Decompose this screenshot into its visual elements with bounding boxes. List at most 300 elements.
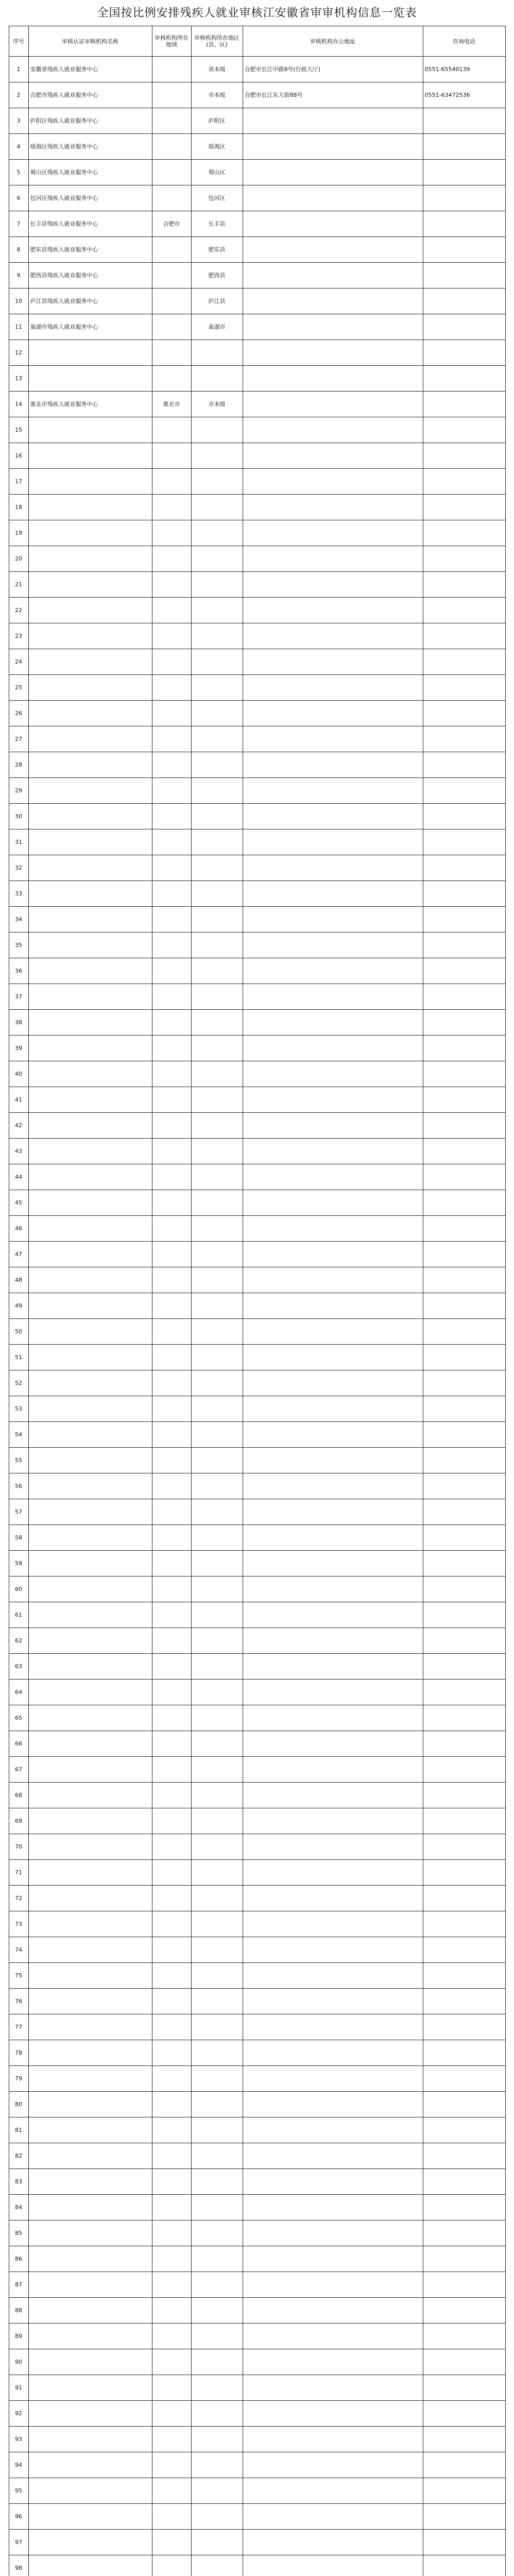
office-address [243,649,423,675]
county-name [191,1783,243,1808]
table-row [9,289,505,314]
table-row [9,1577,505,1602]
row-number: 22 [9,598,28,623]
county-name [191,2427,243,2452]
institution-name [28,933,152,958]
institution-name [28,1757,152,1783]
office-address [243,495,423,520]
city-name [152,2555,191,2576]
county-name [191,855,243,881]
city-name [152,2117,191,2143]
table-row [9,2555,505,2576]
contact-phone [423,2143,505,2169]
county-name [191,2117,243,2143]
office-address [243,289,423,314]
institution-name [28,1267,152,1293]
institution-name [28,520,152,546]
row-number: 40 [9,1061,28,1087]
row-number: 27 [9,726,28,752]
row-number: 55 [9,1448,28,1473]
city-name [152,2452,191,2478]
city-name [152,829,191,855]
city-name [152,1396,191,1422]
contact-phone [423,1010,505,1036]
row-number: 69 [9,1808,28,1834]
contact-phone [423,907,505,933]
city-name [152,2066,191,2092]
institution-name [28,1061,152,1087]
institution-name [28,2272,152,2298]
row-number: 12 [9,340,28,366]
table-row [9,1345,505,1370]
county-name [191,2066,243,2092]
table-row [9,2427,505,2452]
row-number: 95 [9,2478,28,2504]
city-name [152,2169,191,2195]
row-number: 38 [9,1010,28,1036]
office-address [243,2324,423,2349]
office-address [243,1886,423,1911]
table-row [9,2478,505,2504]
office-address [243,1242,423,1267]
contact-phone [423,314,505,340]
table-row [9,649,505,675]
table-row [9,2349,505,2375]
institution-name [28,1370,152,1396]
institution-name [28,1886,152,1911]
city-name [152,1190,191,1216]
city-name [152,417,191,443]
row-number: 86 [9,2246,28,2272]
institution-name [28,2117,152,2143]
city-name [152,1680,191,1705]
row-number: 21 [9,572,28,598]
table-row [9,2221,505,2246]
city-name [152,57,191,82]
table-row [9,2143,505,2169]
office-address [243,1705,423,1731]
office-address [243,2246,423,2272]
county-name [191,572,243,598]
row-number: 46 [9,1216,28,1242]
county-name [191,778,243,804]
city-name [152,237,191,263]
table-row [9,1602,505,1628]
county-name [191,1989,243,2014]
county-name [191,417,243,443]
office-address [243,520,423,546]
institution-name [28,623,152,649]
office-address [243,675,423,701]
row-number: 80 [9,2092,28,2117]
row-number: 26 [9,701,28,726]
office-address [243,237,423,263]
row-number: 51 [9,1345,28,1370]
row-number: 43 [9,1139,28,1164]
contact-phone [423,2169,505,2195]
row-number: 79 [9,2066,28,2092]
institution-name [28,1087,152,1113]
county-name [191,2298,243,2324]
city-name [152,675,191,701]
city-name [152,598,191,623]
header-city: 审核机构所在地域 [152,26,191,57]
table-row [9,314,505,340]
row-number: 41 [9,1087,28,1113]
office-address [243,1345,423,1370]
city-name [152,1602,191,1628]
county-name [191,1757,243,1783]
contact-phone [423,469,505,495]
table-row [9,1370,505,1396]
table-row [9,2452,505,2478]
row-number: 97 [9,2530,28,2555]
city-name [152,160,191,185]
row-number: 56 [9,1473,28,1499]
table-row [9,1989,505,2014]
office-address [243,1860,423,1886]
contact-phone [423,1499,505,1525]
city-name [152,2040,191,2066]
city-name [152,649,191,675]
row-number: 17 [9,469,28,495]
city-name [152,495,191,520]
contact-phone [423,1267,505,1293]
table-row [9,1654,505,1680]
contact-phone [423,1370,505,1396]
contact-phone [423,1061,505,1087]
table-row [9,855,505,881]
city-name [152,572,191,598]
contact-phone [423,2504,505,2530]
office-address [243,2195,423,2221]
city-name [152,623,191,649]
row-number: 70 [9,1834,28,1860]
table-row [9,1731,505,1757]
office-address [243,598,423,623]
county-name [191,2169,243,2195]
table-row [9,82,505,108]
contact-phone [423,1654,505,1680]
row-number: 63 [9,1654,28,1680]
county-name: 庐阳区 [191,108,243,134]
county-name [191,1216,243,1242]
contact-phone [423,2040,505,2066]
row-number: 90 [9,2349,28,2375]
contact-phone [423,2375,505,2401]
city-name [152,1422,191,1448]
table-row [9,2530,505,2555]
table-row [9,1911,505,1937]
row-number: 66 [9,1731,28,1757]
office-address [243,1757,423,1783]
institution-name [28,2555,152,2576]
city-name [152,881,191,907]
county-name [191,1473,243,1499]
county-name: 包河区 [191,185,243,211]
contact-phone [423,1345,505,1370]
office-address [243,855,423,881]
contact-phone [423,726,505,752]
office-address [243,1473,423,1499]
row-number: 62 [9,1628,28,1654]
header-no: 序号 [9,26,28,57]
row-number: 47 [9,1242,28,1267]
city-name [152,958,191,984]
table-row [9,57,505,82]
institution-name [28,1345,152,1370]
county-name [191,469,243,495]
row-number: 77 [9,2014,28,2040]
table-row [9,2117,505,2143]
county-name [191,933,243,958]
row-number: 13 [9,366,28,392]
table-row [9,701,505,726]
office-address [243,958,423,984]
county-name [191,623,243,649]
institution-name [28,417,152,443]
institution-name [28,2169,152,2195]
contact-phone [423,1628,505,1654]
county-name [191,1396,243,1422]
table-row [9,1216,505,1242]
contact-phone [423,1551,505,1577]
city-name [152,2504,191,2530]
office-address [243,1628,423,1654]
city-name [152,469,191,495]
contact-phone [423,1242,505,1267]
contact-phone [423,701,505,726]
row-number: 3 [9,108,28,134]
county-name [191,1937,243,1963]
county-name [191,1370,243,1396]
city-name [152,1757,191,1783]
office-address [243,1499,423,1525]
institution-name: 庐阳区残疾人就业服务中心 [28,108,152,134]
institution-name [28,1963,152,1989]
contact-phone [423,1448,505,1473]
county-name [191,2246,243,2272]
city-name [152,2478,191,2504]
office-address [243,907,423,933]
city-name [152,1164,191,1190]
city-name [152,1345,191,1370]
contact-phone [423,1783,505,1808]
table-row [9,2401,505,2427]
contact-phone [423,237,505,263]
county-name [191,366,243,392]
contact-phone [423,881,505,907]
office-address [243,2375,423,2401]
institution-name: 长丰县残疾人就业服务中心 [28,211,152,237]
city-name [152,108,191,134]
office-address [243,1267,423,1293]
county-name [191,958,243,984]
row-number: 4 [9,134,28,160]
table-row [9,2014,505,2040]
table-row [9,1036,505,1061]
institution-name [28,1396,152,1422]
city-name [152,82,191,108]
row-number: 82 [9,2143,28,2169]
institution-name [28,1010,152,1036]
contact-phone [423,2298,505,2324]
county-name [191,1010,243,1036]
table-row [9,1010,505,1036]
county-name [191,649,243,675]
contact-phone [423,2066,505,2092]
institution-name [28,546,152,572]
county-name [191,984,243,1010]
city-name [152,443,191,469]
table-row [9,1499,505,1525]
office-address [243,726,423,752]
institution-name: 肥西县残疾人就业服务中心 [28,263,152,289]
city-name [152,2143,191,2169]
county-name [191,1499,243,1525]
county-name: 肥东县 [191,237,243,263]
county-name [191,2195,243,2221]
city-name [152,1834,191,1860]
contact-phone [423,778,505,804]
city-name [152,314,191,340]
county-name [191,2092,243,2117]
table-row [9,1963,505,1989]
city-name: 合肥市 [152,211,191,237]
county-name: 蜀山区 [191,160,243,185]
county-name [191,2555,243,2576]
contact-phone [423,1757,505,1783]
office-address [243,1113,423,1139]
row-number: 15 [9,417,28,443]
contact-phone [423,1731,505,1757]
table-row [9,2195,505,2221]
contact-phone [423,211,505,237]
contact-phone [423,2221,505,2246]
office-address [243,417,423,443]
table-row [9,108,505,134]
institution-name: 淮北市残疾人就业服务中心 [28,392,152,417]
county-name [191,340,243,366]
institution-name [28,2427,152,2452]
row-number: 53 [9,1396,28,1422]
contact-phone [423,2195,505,2221]
county-name [191,1242,243,1267]
row-number: 76 [9,1989,28,2014]
table-row [9,1757,505,1783]
city-name [152,2375,191,2401]
city-name [152,2530,191,2555]
office-address [243,366,423,392]
institution-name [28,2530,152,2555]
county-name [191,675,243,701]
office-address [243,185,423,211]
row-number: 65 [9,1705,28,1731]
table-row [9,495,505,520]
city-name [152,1705,191,1731]
county-name [191,1139,243,1164]
table-row [9,1267,505,1293]
institution-name [28,1139,152,1164]
office-address [243,2478,423,2504]
county-name [191,1061,243,1087]
office-address [243,1525,423,1551]
institution-name [28,1525,152,1551]
county-name [191,2452,243,2478]
office-address [243,1293,423,1319]
office-address [243,2504,423,2530]
institution-name [28,1499,152,1525]
institution-name: 瑶海区残疾人就业服务中心 [28,134,152,160]
table-row [9,2324,505,2349]
office-address [243,1216,423,1242]
institution-name [28,1293,152,1319]
table-row [9,417,505,443]
county-name [191,546,243,572]
city-name [152,804,191,829]
county-name [191,1705,243,1731]
city-name [152,1963,191,1989]
institution-name [28,1602,152,1628]
table-row [9,675,505,701]
city-name [152,2324,191,2349]
institution-name [28,1473,152,1499]
table-row [9,1422,505,1448]
contact-phone [423,1989,505,2014]
office-address [243,134,423,160]
city-name [152,1551,191,1577]
table-row [9,726,505,752]
office-address [243,1551,423,1577]
contact-phone [423,958,505,984]
office-address [243,881,423,907]
contact-phone [423,2452,505,2478]
table-row [9,598,505,623]
county-name [191,2530,243,2555]
city-name [152,907,191,933]
office-address [243,804,423,829]
city-name [152,1113,191,1139]
table-row [9,2169,505,2195]
row-number: 93 [9,2427,28,2452]
institution-name [28,1216,152,1242]
table-row [9,933,505,958]
county-name [191,1293,243,1319]
table-row [9,1164,505,1190]
table-row [9,1628,505,1654]
row-number: 71 [9,1860,28,1886]
county-name [191,1164,243,1190]
contact-phone: 0551-63472536 [423,82,505,108]
row-number: 74 [9,1937,28,1963]
county-name [191,520,243,546]
contact-phone [423,2272,505,2298]
header-phone: 咨询电话 [423,26,505,57]
row-number: 5 [9,160,28,185]
row-number: 81 [9,2117,28,2143]
county-name [191,1448,243,1473]
contact-phone [423,1422,505,1448]
contact-phone [423,1808,505,1834]
table-row [9,623,505,649]
row-number: 73 [9,1911,28,1937]
contact-phone [423,984,505,1010]
table-row [9,1293,505,1319]
county-name [191,2504,243,2530]
office-address [243,1937,423,1963]
contact-phone [423,1087,505,1113]
office-address [243,2452,423,2478]
